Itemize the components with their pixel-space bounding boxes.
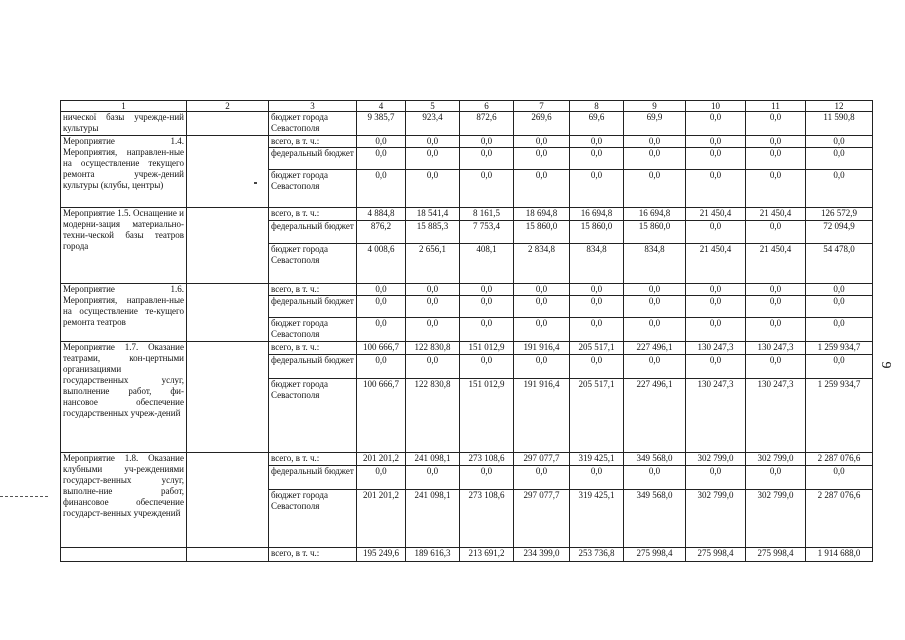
value-cell: 72 094,9: [806, 221, 873, 244]
empty-cell: [187, 453, 269, 548]
value-cell: 69,9: [624, 112, 686, 136]
value-cell: 0,0: [686, 148, 746, 170]
value-cell: 0,0: [406, 318, 460, 342]
value-cell: 253 736,8: [570, 548, 624, 562]
value-cell: 297 077,7: [514, 490, 570, 548]
value-cell: 319 425,1: [570, 490, 624, 548]
value-cell: 0,0: [624, 170, 686, 208]
value-cell: 0,0: [460, 170, 514, 208]
value-cell: 0,0: [514, 284, 570, 296]
value-cell: 0,0: [514, 466, 570, 490]
value-cell: 201 201,2: [357, 453, 406, 466]
header-cell: 10: [686, 101, 746, 112]
value-cell: 0,0: [460, 466, 514, 490]
value-cell: 0,0: [570, 355, 624, 379]
funding-source: всего, в т. ч.:: [269, 548, 357, 562]
value-cell: 349 568,0: [624, 453, 686, 466]
value-cell: 0,0: [806, 148, 873, 170]
value-cell: 0,0: [686, 284, 746, 296]
value-cell: 0,0: [806, 170, 873, 208]
value-cell: 0,0: [624, 148, 686, 170]
value-cell: 0,0: [746, 136, 806, 148]
funding-source: федеральный бюджет: [269, 466, 357, 490]
value-cell: 408,1: [460, 244, 514, 284]
value-cell: 0,0: [357, 318, 406, 342]
value-cell: 273 108,6: [460, 490, 514, 548]
value-cell: 191 916,4: [514, 342, 570, 355]
value-cell: 0,0: [570, 296, 624, 318]
value-cell: 297 077,7: [514, 453, 570, 466]
value-cell: 0,0: [746, 148, 806, 170]
value-cell: 275 998,4: [746, 548, 806, 562]
value-cell: 0,0: [570, 318, 624, 342]
scan-mark: [0, 496, 48, 497]
value-cell: 227 496,1: [624, 379, 686, 453]
value-cell: 18 541,4: [406, 208, 460, 221]
value-cell: 0,0: [357, 284, 406, 296]
value-cell: 302 799,0: [746, 453, 806, 466]
value-cell: 21 450,4: [746, 244, 806, 284]
empty-cell: [187, 208, 269, 284]
empty-cell: [187, 136, 269, 208]
header-cell: 5: [406, 101, 460, 112]
header-cell: 12: [806, 101, 873, 112]
value-cell: 834,8: [570, 244, 624, 284]
header-cell: 9: [624, 101, 686, 112]
value-cell: 0,0: [406, 148, 460, 170]
value-cell: 21 450,4: [686, 244, 746, 284]
header-cell: 3: [269, 101, 357, 112]
value-cell: 2 287 076,6: [806, 490, 873, 548]
page-number: 9: [878, 361, 893, 369]
measure-description: Мероприятие 1.8. Оказание клубными уч-реждениями государст-венных услуг, выполне-ние работ, финансовое обеспечение государст-венных учреждений: [61, 453, 187, 548]
value-cell: 0,0: [514, 296, 570, 318]
funding-source: федеральный бюджет: [269, 355, 357, 379]
value-cell: 0,0: [570, 284, 624, 296]
value-cell: 0,0: [746, 284, 806, 296]
value-cell: 0,0: [686, 318, 746, 342]
value-cell: 9 385,7: [357, 112, 406, 136]
header-cell: 1: [61, 101, 187, 112]
value-cell: 0,0: [806, 355, 873, 379]
value-cell: 0,0: [570, 148, 624, 170]
value-cell: 0,0: [514, 355, 570, 379]
funding-source: всего, в т. ч.:: [269, 453, 357, 466]
measure-description: Мероприятие 1.4. Мероприятия, направлен-ные на осуществление текущего ремонта учреж-дений культуры (клубы, центры): [61, 136, 187, 208]
value-cell: 0,0: [806, 296, 873, 318]
value-cell: 0,0: [686, 221, 746, 244]
value-cell: 227 496,1: [624, 342, 686, 355]
value-cell: 876,2: [357, 221, 406, 244]
value-cell: 18 694,8: [514, 208, 570, 221]
value-cell: 195 249,6: [357, 548, 406, 562]
header-row: [61, 101, 873, 112]
value-cell: 0,0: [514, 170, 570, 208]
value-cell: 0,0: [624, 284, 686, 296]
value-cell: 151 012,9: [460, 379, 514, 453]
value-cell: 0,0: [406, 284, 460, 296]
value-cell: 241 098,1: [406, 453, 460, 466]
value-cell: 0,0: [746, 296, 806, 318]
table-row: [61, 453, 873, 466]
value-cell: 0,0: [460, 136, 514, 148]
value-cell: 0,0: [686, 296, 746, 318]
measure-description: Мероприятие 1.6. Мероприятия, направлен-ные на осуществление те-кущего ремонта театров: [61, 284, 187, 342]
total-row: [61, 548, 873, 562]
value-cell: 0,0: [570, 170, 624, 208]
value-cell: 0,0: [406, 466, 460, 490]
value-cell: 0,0: [514, 318, 570, 342]
value-cell: 130 247,3: [686, 379, 746, 453]
value-cell: 2 287 076,6: [806, 453, 873, 466]
value-cell: 4 884,8: [357, 208, 406, 221]
measure-description: ническої базы учрежде-ний культуры: [61, 112, 187, 136]
value-cell: 0,0: [624, 136, 686, 148]
value-cell: 130 247,3: [686, 342, 746, 355]
table-row: [61, 112, 873, 136]
value-cell: 273 108,6: [460, 453, 514, 466]
value-cell: 834,8: [624, 244, 686, 284]
value-cell: 0,0: [746, 221, 806, 244]
value-cell: 0,0: [746, 112, 806, 136]
value-cell: 302 799,0: [686, 490, 746, 548]
value-cell: 100 666,7: [357, 342, 406, 355]
value-cell: 2 656,1: [406, 244, 460, 284]
value-cell: 122 830,8: [406, 342, 460, 355]
measure-description: Мероприятие 1.7. Оказание театрами, кон-цертными организациями государственных услуг, выполнение работ, фи-нансовое обеспечение государственных учреж-дений: [61, 342, 187, 453]
value-cell: 189 616,3: [406, 548, 460, 562]
funding-source: бюджет города Севастополя: [269, 112, 357, 136]
header-cell: 8: [570, 101, 624, 112]
value-cell: 151 012,9: [460, 342, 514, 355]
value-cell: 0,0: [460, 296, 514, 318]
header-cell: 11: [746, 101, 806, 112]
value-cell: 4 008,6: [357, 244, 406, 284]
value-cell: 130 247,3: [746, 379, 806, 453]
value-cell: 269,6: [514, 112, 570, 136]
value-cell: 302 799,0: [686, 453, 746, 466]
value-cell: 0,0: [806, 284, 873, 296]
value-cell: 0,0: [406, 355, 460, 379]
value-cell: 0,0: [357, 170, 406, 208]
value-cell: 126 572,9: [806, 208, 873, 221]
value-cell: 15 860,0: [570, 221, 624, 244]
value-cell: 0,0: [686, 112, 746, 136]
value-cell: 0,0: [624, 466, 686, 490]
value-cell: 0,0: [406, 170, 460, 208]
value-cell: 0,0: [357, 136, 406, 148]
value-cell: 349 568,0: [624, 490, 686, 548]
value-cell: 130 247,3: [746, 342, 806, 355]
value-cell: 1 259 934,7: [806, 342, 873, 355]
value-cell: 2 834,8: [514, 244, 570, 284]
value-cell: 1 914 688,0: [806, 548, 873, 562]
empty-cell: [187, 342, 269, 453]
value-cell: 0,0: [460, 148, 514, 170]
value-cell: 16 694,8: [570, 208, 624, 221]
empty-cell: [187, 284, 269, 342]
value-cell: 54 478,0: [806, 244, 873, 284]
value-cell: 234 399,0: [514, 548, 570, 562]
value-cell: 1 259 934,7: [806, 379, 873, 453]
funding-source: бюджет города Севастополя: [269, 170, 357, 208]
table-row: [61, 136, 873, 148]
value-cell: 21 450,4: [686, 208, 746, 221]
value-cell: 0,0: [357, 466, 406, 490]
value-cell: 201 201,2: [357, 490, 406, 548]
funding-source: всего, в т. ч.:: [269, 342, 357, 355]
value-cell: 16 694,8: [624, 208, 686, 221]
value-cell: 0,0: [746, 318, 806, 342]
header-cell: 4: [357, 101, 406, 112]
value-cell: 0,0: [746, 355, 806, 379]
value-cell: 11 590,8: [806, 112, 873, 136]
value-cell: 319 425,1: [570, 453, 624, 466]
value-cell: 205 517,1: [570, 342, 624, 355]
value-cell: 275 998,4: [624, 548, 686, 562]
funding-source: федеральный бюджет: [269, 296, 357, 318]
value-cell: 0,0: [570, 136, 624, 148]
value-cell: 191 916,4: [514, 379, 570, 453]
value-cell: 213 691,2: [460, 548, 514, 562]
value-cell: 0,0: [686, 170, 746, 208]
value-cell: 0,0: [624, 318, 686, 342]
value-cell: 0,0: [624, 296, 686, 318]
value-cell: 0,0: [806, 136, 873, 148]
value-cell: 241 098,1: [406, 490, 460, 548]
value-cell: 923,4: [406, 112, 460, 136]
value-cell: 302 799,0: [746, 490, 806, 548]
funding-source: всего, в т. ч.:: [269, 208, 357, 221]
value-cell: 0,0: [514, 148, 570, 170]
value-cell: 8 161,5: [460, 208, 514, 221]
header-cell: 7: [514, 101, 570, 112]
value-cell: 0,0: [357, 148, 406, 170]
funding-source: федеральный бюджет: [269, 148, 357, 170]
value-cell: 0,0: [406, 136, 460, 148]
empty-cell: [187, 112, 269, 136]
header-cell: 2: [187, 101, 269, 112]
table-row: [61, 208, 873, 221]
value-cell: 21 450,4: [746, 208, 806, 221]
value-cell: 0,0: [406, 296, 460, 318]
value-cell: 122 830,8: [406, 379, 460, 453]
value-cell: 0,0: [460, 284, 514, 296]
value-cell: 0,0: [624, 355, 686, 379]
table-row: [61, 284, 873, 296]
value-cell: 0,0: [514, 136, 570, 148]
empty-cell: [61, 548, 187, 562]
value-cell: 0,0: [460, 355, 514, 379]
value-cell: 69,6: [570, 112, 624, 136]
funding-source: бюджет города Севастополя: [269, 490, 357, 548]
value-cell: 15 860,0: [514, 221, 570, 244]
funding-source: бюджет города Севастополя: [269, 379, 357, 453]
value-cell: 0,0: [746, 466, 806, 490]
value-cell: 100 666,7: [357, 379, 406, 453]
value-cell: 0,0: [686, 136, 746, 148]
value-cell: 0,0: [746, 170, 806, 208]
empty-cell: [187, 548, 269, 562]
measure-description: Мероприятие 1.5. Оснащение и модерни-зация материально-техни-ческой базы театров города: [61, 208, 187, 284]
table-row: [61, 342, 873, 355]
funding-source: бюджет города Севастополя: [269, 244, 357, 284]
value-cell: 0,0: [806, 466, 873, 490]
value-cell: 7 753,4: [460, 221, 514, 244]
value-cell: 15 885,3: [406, 221, 460, 244]
value-cell: 0,0: [806, 318, 873, 342]
value-cell: 0,0: [460, 318, 514, 342]
value-cell: 0,0: [357, 296, 406, 318]
funding-source: всего, в т. ч.:: [269, 284, 357, 296]
value-cell: 0,0: [686, 466, 746, 490]
value-cell: 15 860,0: [624, 221, 686, 244]
value-cell: 0,0: [686, 355, 746, 379]
header-cell: 6: [460, 101, 514, 112]
value-cell: 0,0: [357, 355, 406, 379]
value-cell: 275 998,4: [686, 548, 746, 562]
funding-source: всего, в т. ч.:: [269, 136, 357, 148]
funding-source: федеральный бюджет: [269, 221, 357, 244]
value-cell: 205 517,1: [570, 379, 624, 453]
funding-source: бюджет города Севастополя: [269, 318, 357, 342]
value-cell: 872,6: [460, 112, 514, 136]
value-cell: 0,0: [570, 466, 624, 490]
budget-table: [60, 100, 873, 562]
